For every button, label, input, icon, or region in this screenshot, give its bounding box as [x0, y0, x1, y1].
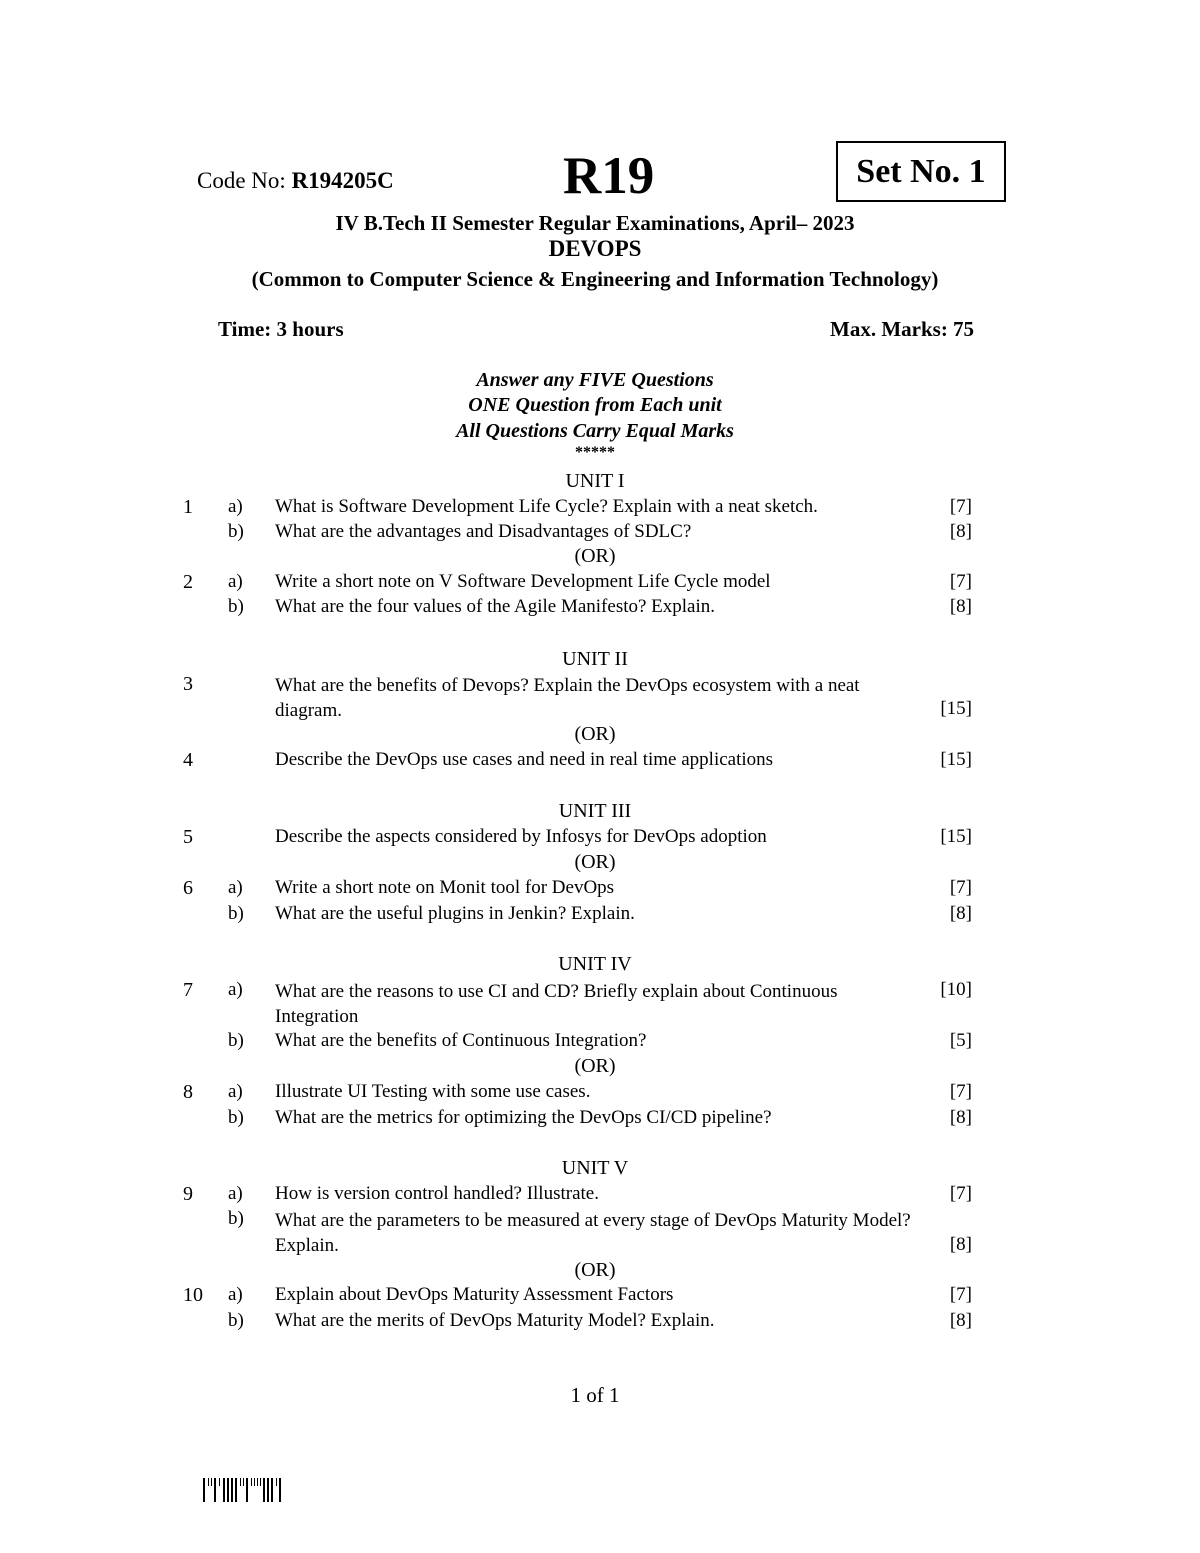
- question-number: 5: [183, 826, 193, 848]
- question-number: 1: [183, 496, 193, 518]
- or-separator: (OR): [574, 851, 616, 873]
- question-marks: [8]: [949, 1310, 972, 1331]
- code-prefix: Code No:: [197, 168, 292, 193]
- question-marks: [15]: [940, 826, 972, 847]
- instruction-1: Answer any FIVE Questions: [476, 369, 714, 391]
- question-text: Describe the DevOps use cases and need in real time applications: [275, 749, 774, 770]
- part-label: b): [228, 1208, 244, 1229]
- barcode-bars: [203, 1478, 281, 1502]
- question-marks: [8]: [949, 1234, 972, 1255]
- unit-title: UNIT II: [562, 648, 628, 670]
- question-marks: [7]: [949, 1284, 972, 1305]
- question-number: 4: [183, 749, 193, 771]
- question-marks: [8]: [949, 1107, 972, 1128]
- part-label: b): [228, 1030, 244, 1051]
- question-text: Illustrate UI Testing with some use cases.: [275, 1081, 591, 1102]
- unit-title: UNIT III: [558, 800, 632, 822]
- question-marks: [8]: [949, 521, 972, 542]
- barcode-image: [203, 1478, 313, 1502]
- question-text: What is Software Development Life Cycle? Explain with a neat sketch.: [275, 496, 818, 517]
- question-marks: [15]: [940, 698, 972, 719]
- separator-stars: *****: [575, 444, 615, 461]
- part-label: a): [228, 571, 243, 592]
- question-text: Write a short note on Monit tool for DevOps: [275, 877, 615, 898]
- question-text: Write a short note on V Software Development Life Cycle model: [275, 571, 771, 592]
- part-label: b): [228, 1310, 244, 1331]
- exam-title: IV B.Tech II Semester Regular Examinations, April– 2023: [335, 211, 855, 235]
- question-marks: [8]: [949, 596, 972, 617]
- common-to: (Common to Computer Science & Engineering and Information Technology): [251, 267, 939, 291]
- question-marks: [7]: [949, 496, 972, 517]
- question-marks: [7]: [949, 877, 972, 898]
- part-label: b): [228, 521, 244, 542]
- question-text: What are the metrics for optimizing the DevOps CI/CD pipeline?: [275, 1107, 772, 1128]
- instruction-3: All Questions Carry Equal Marks: [456, 420, 734, 442]
- set-number-box: [836, 141, 1006, 202]
- question-number: 3: [183, 673, 193, 695]
- question-text: Describe the aspects considered by Infosys for DevOps adoption: [275, 826, 767, 847]
- question-text: What are the parameters to be measured at every stage of DevOps Maturity Model? Explain.: [275, 1210, 911, 1256]
- question-number: 9: [183, 1183, 193, 1205]
- part-label: a): [228, 979, 243, 1000]
- or-separator: (OR): [574, 1055, 616, 1077]
- question-marks: [5]: [949, 1030, 972, 1051]
- question-marks: [8]: [949, 903, 972, 924]
- or-separator: (OR): [574, 723, 616, 745]
- part-label: a): [228, 1081, 243, 1102]
- question-number: 7: [183, 979, 193, 1001]
- or-separator: (OR): [574, 545, 616, 567]
- question-text: What are the advantages and Disadvantages of SDLC?: [275, 521, 692, 542]
- code-number: [197, 168, 394, 194]
- part-label: b): [228, 596, 244, 617]
- unit-title: UNIT V: [561, 1157, 629, 1179]
- set-number: Set No. 1: [856, 152, 986, 190]
- part-label: a): [228, 877, 243, 898]
- or-separator: (OR): [574, 1259, 616, 1281]
- regulation: R19: [563, 147, 655, 205]
- unit-title: UNIT IV: [558, 953, 632, 975]
- question-text: What are the useful plugins in Jenkin? Explain.: [275, 903, 635, 924]
- question-number: 2: [183, 571, 193, 593]
- part-label: b): [228, 1107, 244, 1128]
- part-label: a): [228, 496, 243, 517]
- question-text: What are the merits of DevOps Maturity Model? Explain.: [275, 1310, 715, 1331]
- question-text: How is version control handled? Illustrate.: [275, 1183, 599, 1204]
- question-text: Explain about DevOps Maturity Assessment Factors: [275, 1284, 674, 1305]
- question-marks: [10]: [940, 979, 972, 1000]
- part-label: b): [228, 903, 244, 924]
- subject-title: DEVOPS: [548, 236, 642, 261]
- part-label: a): [228, 1183, 243, 1204]
- question-text: What are the reasons to use CI and CD? Briefly explain about Continuous Integration: [275, 981, 838, 1027]
- question-text: What are the benefits of Devops? Explain the DevOps ecosystem with a neat diagram.: [275, 675, 860, 721]
- instruction-2: ONE Question from Each unit: [468, 394, 722, 416]
- question-text: What are the benefits of Continuous Integration?: [275, 1030, 647, 1051]
- time-allowed: Time: 3 hours: [218, 317, 344, 341]
- part-label: a): [228, 1284, 243, 1305]
- page-number: 1 of 1: [570, 1383, 620, 1407]
- question-marks: [7]: [949, 1081, 972, 1102]
- question-marks: [7]: [949, 1183, 972, 1204]
- question-text: What are the four values of the Agile Manifesto? Explain.: [275, 596, 716, 617]
- question-marks: [7]: [949, 571, 972, 592]
- unit-title: UNIT I: [565, 470, 625, 492]
- question-number: 8: [183, 1081, 193, 1103]
- question-number: 10: [183, 1284, 203, 1306]
- max-marks: Max. Marks: 75: [830, 317, 975, 341]
- code-value: R194205C: [291, 168, 394, 193]
- question-marks: [15]: [940, 749, 972, 770]
- question-number: 6: [183, 877, 193, 899]
